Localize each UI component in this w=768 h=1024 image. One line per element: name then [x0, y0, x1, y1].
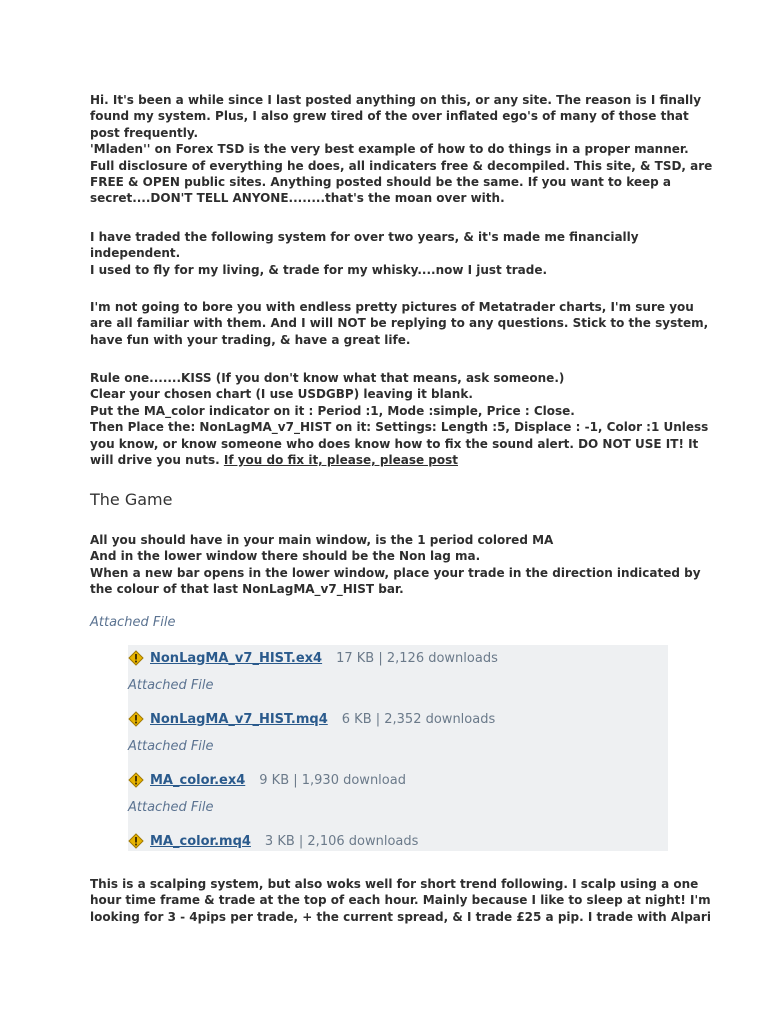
attachment-link[interactable]: MA_color.mq4: [150, 833, 251, 849]
fix-it-post-link[interactable]: If you do fix it, please, please post: [223, 453, 458, 468]
attachments-box: [128, 645, 668, 851]
attached-file-label: Attached File: [128, 739, 214, 754]
scalping-line: hour time frame & trade at the top of each hour. Mainly because I like to sleep at night! I'm: [90, 893, 711, 908]
warning-icon: [128, 711, 144, 727]
scalping-line: looking for 3 - 4pips per trade, + the current spread, & I trade £25 a pip. I trade with Alpari: [90, 909, 711, 924]
bore-paragraph: [90, 299, 708, 348]
rules-line: Then Place the: NonLagMA_v7_HIST on it: Settings: Length :5, Displace : -1, Color :1 Unless: [90, 420, 709, 435]
rules-paragraph: [90, 370, 708, 468]
bore-line: have fun with your trading, & have a great life.: [90, 332, 411, 347]
attachment-row: [128, 708, 495, 730]
game-line: the colour of that last NonLagMA_v7_HIST bar.: [90, 582, 404, 597]
warning-icon: [128, 833, 144, 849]
game-line: All you should have in your main window, is the 1 period colored MA: [90, 533, 554, 547]
scalping-paragraph: [90, 876, 711, 925]
traded-line: independent.: [90, 246, 181, 261]
attachment-meta: 6 KB | 2,352 downloads: [341, 711, 496, 727]
bore-line: are all familiar with them. And I will NOT be replying to any questions. Stick to the system,: [90, 316, 709, 331]
rules-line: Rule one.......KISS (If you don't know what that means, ask someone.): [90, 371, 565, 385]
attached-file-label: Attached File: [90, 615, 176, 630]
traded-line: I have traded the following system for over two years, & it's made me financially: [90, 230, 639, 244]
attachment-meta: 9 KB | 1,930 download: [259, 772, 406, 788]
intro-line: Hi. It's been a while since I last posted anything on this, or any site. The reason is I finally: [90, 93, 702, 107]
rules-last-prefix: will drive you nuts.: [90, 453, 224, 468]
attached-file-label: Attached File: [128, 678, 214, 693]
scalping-line: This is a scalping system, but also woks well for short trend following. I scalp using a one: [90, 877, 699, 891]
bore-line: I'm not going to bore you with endless pretty pictures of Metatrader charts, I'm sure you: [90, 300, 694, 314]
attachment-meta: 17 KB | 2,126 downloads: [336, 650, 498, 666]
attachment-meta: 3 KB | 2,106 downloads: [264, 833, 419, 849]
intro-line: Full disclosure of everything he does, all indicaters free & decompiled. This site, & TSD, are: [90, 158, 713, 173]
intro-line: secret....DON'T TELL ANYONE........that's the moan over with.: [90, 191, 505, 206]
section-heading-the-game: The Game: [90, 490, 173, 509]
rules-line: you know, or know someone who does know how to fix the sound alert. DO NOT USE IT! It: [90, 436, 699, 451]
game-line: And in the lower window there should be the Non lag ma.: [90, 549, 481, 564]
intro-line: FREE & OPEN public sites. Anything posted should be the same. If you want to keep a: [90, 175, 672, 190]
intro-line: found my system. Plus, I also grew tired of the over inflated ego's of many of those that: [90, 109, 689, 124]
attached-file-label: Attached File: [128, 800, 214, 815]
attachment-row: [128, 647, 498, 669]
warning-icon: [128, 772, 144, 788]
rules-line: Put the MA_color indicator on it : Period :1, Mode :simple, Price : Close.: [90, 403, 575, 418]
attachment-link[interactable]: MA_color.ex4: [150, 772, 246, 788]
attachment-link[interactable]: NonLagMA_v7_HIST.mq4: [150, 711, 328, 727]
intro-line: 'Mladen'' on Forex TSD is the very best example of how to do things in a proper manner.: [90, 142, 689, 157]
rules-last-line: [90, 452, 708, 468]
game-paragraph: [90, 532, 701, 598]
attachment-link[interactable]: NonLagMA_v7_HIST.ex4: [150, 650, 323, 666]
game-line: When a new bar opens in the lower window, place your trade in the direction indicated by: [90, 565, 701, 580]
attachment-row: [128, 769, 406, 791]
traded-paragraph: [90, 229, 639, 278]
warning-icon: [128, 650, 144, 666]
attachment-row: [128, 830, 418, 852]
traded-line: I used to fly for my living, & trade for my whisky....now I just trade.: [90, 262, 548, 277]
intro-line: post frequently.: [90, 125, 199, 140]
rules-line: Clear your chosen chart (I use USDGBP) leaving it blank.: [90, 387, 473, 402]
intro-paragraph: [90, 92, 712, 207]
